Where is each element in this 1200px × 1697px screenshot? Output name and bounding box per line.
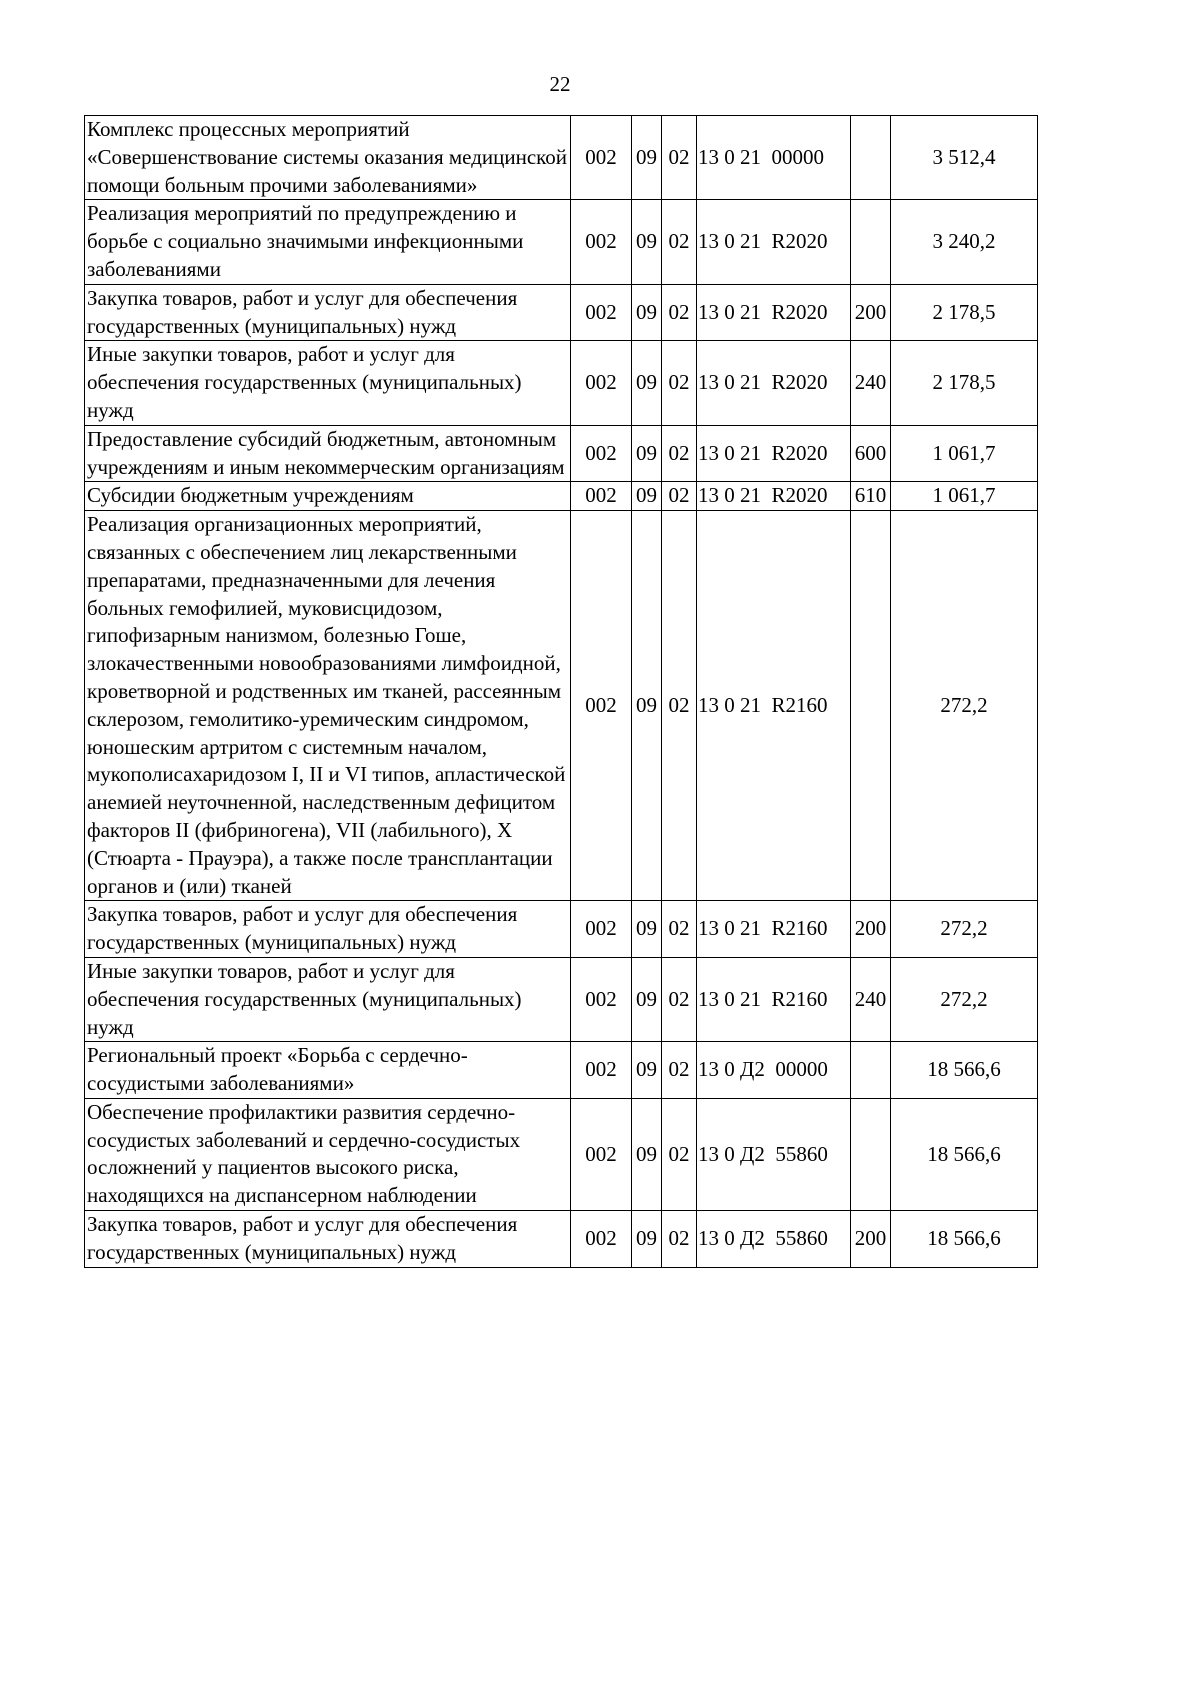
subsection-code: 02: [662, 341, 697, 425]
program-code: 13 0 21: [698, 440, 761, 465]
item-code: R2020: [771, 370, 828, 395]
program-code: 13 0 Д2: [698, 1225, 765, 1250]
program-code: 13 0 21: [698, 916, 761, 941]
target-article-code: [697, 1042, 851, 1099]
program-code: 13 0 Д2: [698, 1141, 765, 1166]
program-code: 13 0 21: [698, 229, 761, 254]
section-code: 09: [632, 200, 662, 284]
row-description: Закупка товаров, работ и услуг для обеспечения государственных (муниципальных) нужд: [85, 1211, 571, 1268]
table-row: [85, 1211, 1038, 1268]
amount: 3 512,4: [891, 116, 1038, 200]
subsection-code: 02: [662, 482, 697, 511]
section-code: 09: [632, 341, 662, 425]
amount: 272,2: [891, 901, 1038, 958]
target-article-code: [697, 901, 851, 958]
row-description: Обеспечение профилактики развития сердечно-сосудистых заболеваний и сердечно-сосудистых осложнений у пациентов высокого риска, находящихся на диспансерном наблюдении: [85, 1098, 571, 1210]
ministry-code: 002: [571, 200, 632, 284]
row-description: Закупка товаров, работ и услуг для обеспечения государственных (муниципальных) нужд: [85, 901, 571, 958]
expense-type-code: [851, 511, 891, 901]
row-description: Комплекс процессных мероприятий «Совершенствование системы оказания медицинской помощи больным прочими заболеваниями»: [85, 116, 571, 200]
program-code: 13 0 21: [698, 299, 761, 324]
ministry-code: 002: [571, 284, 632, 341]
ministry-code: 002: [571, 425, 632, 482]
row-description: Закупка товаров, работ и услуг для обеспечения государственных (муниципальных) нужд: [85, 284, 571, 341]
ministry-code: 002: [571, 1211, 632, 1268]
section-code: 09: [632, 1098, 662, 1210]
table-row: [85, 425, 1038, 482]
budget-table-body: [85, 116, 1038, 1268]
target-article-code: [697, 425, 851, 482]
ministry-code: 002: [571, 341, 632, 425]
row-description: Иные закупки товаров, работ и услуг для обеспечения государственных (муниципальных) нужд: [85, 341, 571, 425]
row-description: Иные закупки товаров, работ и услуг для обеспечения государственных (муниципальных) нужд: [85, 957, 571, 1041]
row-description: Реализация организационных мероприятий, связанных с обеспечением лиц лекарственными препаратами, предназначенными для лечения больных гемофилией, муковисцидозом, гипофизарным нанизмом, болезнью Гоше, злокачественными новообразованиями лимфоидной, кроветворной и родственных им тканей, рассеянным склерозом, гемолитико-уремическим синдромом, юношеским артритом с системным началом, мукополисахаридозом I, II и VI типов, апластической анемией неуточненной, наследственным дефицитом факторов II (фибриногена), VII (лабильного), X (Стюарта - Прауэра), а также после трансплантации органов и (или) тканей: [85, 511, 571, 901]
subsection-code: 02: [662, 425, 697, 482]
subsection-code: 02: [662, 116, 697, 200]
program-code: 13 0 21: [698, 144, 761, 169]
item-code: R2160: [771, 986, 828, 1011]
item-code: R2020: [771, 229, 828, 254]
expense-type-code: 200: [851, 1211, 891, 1268]
expense-type-code: [851, 1042, 891, 1099]
section-code: 09: [632, 1211, 662, 1268]
subsection-code: 02: [662, 1042, 697, 1099]
section-code: 09: [632, 284, 662, 341]
section-code: 09: [632, 957, 662, 1041]
ministry-code: 002: [571, 511, 632, 901]
budget-table: [84, 115, 1038, 1268]
expense-type-code: 240: [851, 341, 891, 425]
table-row: [85, 1098, 1038, 1210]
table-row: [85, 901, 1038, 958]
expense-type-code: 200: [851, 284, 891, 341]
ministry-code: 002: [571, 482, 632, 511]
subsection-code: 02: [662, 284, 697, 341]
target-article-code: [697, 482, 851, 511]
subsection-code: 02: [662, 1098, 697, 1210]
expense-type-code: [851, 1098, 891, 1210]
row-description: Предоставление субсидий бюджетным, автономным учреждениям и иным некоммерческим организациям: [85, 425, 571, 482]
section-code: 09: [632, 425, 662, 482]
table-row: [85, 482, 1038, 511]
section-code: 09: [632, 116, 662, 200]
row-description: Региональный проект «Борьба с сердечно-сосудистыми заболеваниями»: [85, 1042, 571, 1099]
item-code: R2160: [771, 916, 828, 941]
expense-type-code: [851, 116, 891, 200]
amount: 18 566,6: [891, 1211, 1038, 1268]
table-row: [85, 957, 1038, 1041]
subsection-code: 02: [662, 511, 697, 901]
expense-type-code: 600: [851, 425, 891, 482]
section-code: 09: [632, 482, 662, 511]
ministry-code: 002: [571, 1098, 632, 1210]
target-article-code: [697, 200, 851, 284]
item-code: R2020: [771, 483, 828, 508]
item-code: 55860: [775, 1141, 828, 1166]
program-code: 13 0 21: [698, 370, 761, 395]
program-code: 13 0 21: [698, 483, 761, 508]
table-row: [85, 511, 1038, 901]
ministry-code: 002: [571, 1042, 632, 1099]
table-row: [85, 200, 1038, 284]
program-code: 13 0 21: [698, 692, 761, 717]
amount: 1 061,7: [891, 482, 1038, 511]
amount: 1 061,7: [891, 425, 1038, 482]
amount: 18 566,6: [891, 1042, 1038, 1099]
section-code: 09: [632, 511, 662, 901]
amount: 2 178,5: [891, 284, 1038, 341]
ministry-code: 002: [571, 116, 632, 200]
target-article-code: [697, 511, 851, 901]
expense-type-code: [851, 200, 891, 284]
item-code: R2160: [771, 692, 828, 717]
item-code: 00000: [775, 1057, 828, 1082]
table-row: [85, 1042, 1038, 1099]
expense-type-code: 200: [851, 901, 891, 958]
subsection-code: 02: [662, 1211, 697, 1268]
ministry-code: 002: [571, 901, 632, 958]
item-code: 55860: [775, 1225, 828, 1250]
expense-type-code: 610: [851, 482, 891, 511]
target-article-code: [697, 284, 851, 341]
target-article-code: [697, 116, 851, 200]
amount: 2 178,5: [891, 341, 1038, 425]
target-article-code: [697, 341, 851, 425]
amount: 272,2: [891, 957, 1038, 1041]
subsection-code: 02: [662, 200, 697, 284]
ministry-code: 002: [571, 957, 632, 1041]
item-code: R2020: [771, 299, 828, 324]
expense-type-code: 240: [851, 957, 891, 1041]
program-code: 13 0 Д2: [698, 1057, 765, 1082]
item-code: R2020: [771, 440, 828, 465]
table-row: [85, 341, 1038, 425]
program-code: 13 0 21: [698, 986, 761, 1011]
target-article-code: [697, 1211, 851, 1268]
item-code: 00000: [771, 144, 824, 169]
subsection-code: 02: [662, 901, 697, 958]
amount: 272,2: [891, 511, 1038, 901]
page-number: 22: [549, 72, 571, 96]
row-description: Субсидии бюджетным учреждениям: [85, 482, 571, 511]
section-code: 09: [632, 901, 662, 958]
target-article-code: [697, 957, 851, 1041]
amount: 3 240,2: [891, 200, 1038, 284]
subsection-code: 02: [662, 957, 697, 1041]
amount: 18 566,6: [891, 1098, 1038, 1210]
table-row: [85, 284, 1038, 341]
table-row: [85, 116, 1038, 200]
section-code: 09: [632, 1042, 662, 1099]
row-description: Реализация мероприятий по предупреждению и борьбе с социально значимыми инфекционными заболеваниями: [85, 200, 571, 284]
target-article-code: [697, 1098, 851, 1210]
